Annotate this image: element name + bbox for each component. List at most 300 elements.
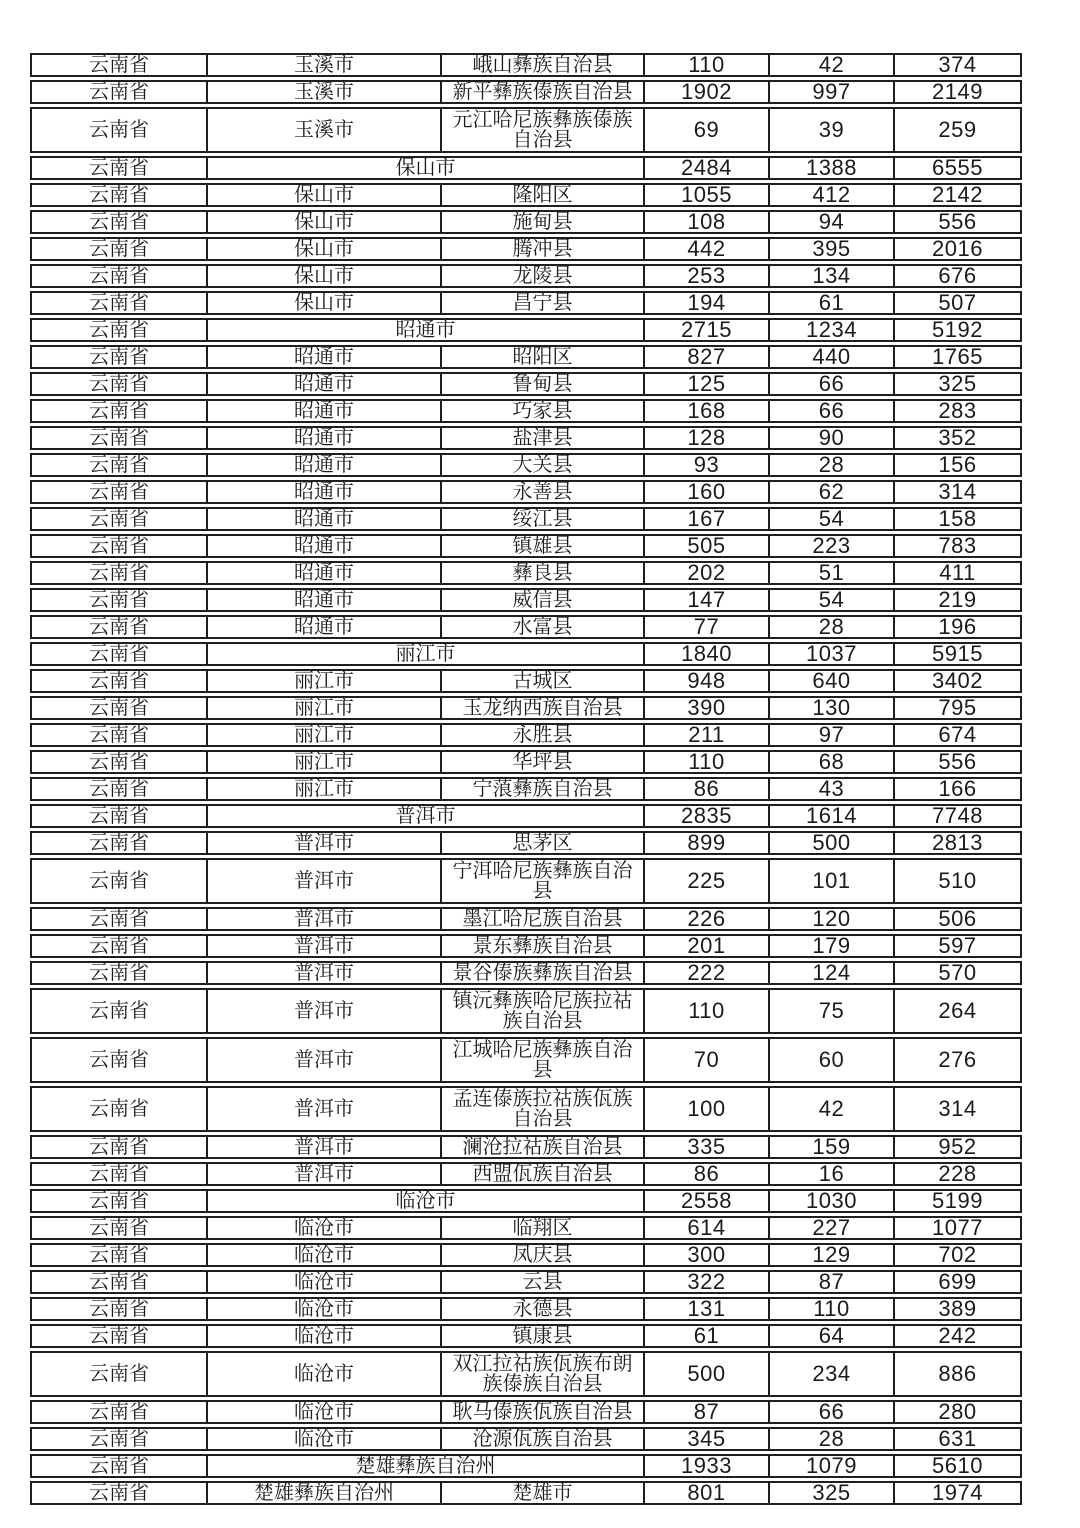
province-cell: 云南省 xyxy=(32,82,208,102)
value-cell: 640 xyxy=(770,671,895,691)
province-cell: 云南省 xyxy=(32,1353,208,1395)
value-cell: 134 xyxy=(770,266,895,286)
province-cell: 云南省 xyxy=(32,563,208,583)
city-cell: 临沧市 xyxy=(208,1326,442,1346)
value-cell: 314 xyxy=(938,482,977,502)
value-cell: 283 xyxy=(938,401,977,421)
table-row xyxy=(30,1135,1022,1159)
table-row xyxy=(30,1086,1022,1132)
value-cell: 131 xyxy=(645,1299,770,1319)
table-row xyxy=(30,453,1022,477)
value-cell: 110 xyxy=(645,990,770,1032)
county-cell: 昌宁县 xyxy=(442,293,645,313)
county-cell: 临翔区 xyxy=(442,1218,645,1238)
province-cell: 云南省 xyxy=(32,1245,208,1265)
city-cell: 普洱市 xyxy=(208,1088,442,1130)
value-cell: 124 xyxy=(770,963,895,983)
value-cell: 93 xyxy=(645,455,770,475)
city-cell: 丽江市 xyxy=(208,671,442,691)
value-cell: 7748 xyxy=(932,806,983,826)
table-row xyxy=(30,1481,1022,1505)
table-row xyxy=(30,507,1022,531)
value-cell: 556 xyxy=(938,212,977,232)
county-cell: 绥江县 xyxy=(442,509,645,529)
table-row xyxy=(30,750,1022,774)
value-cell: 570 xyxy=(938,963,977,983)
city-cell: 普洱市 xyxy=(208,1039,442,1081)
value-cell: 211 xyxy=(645,725,770,745)
value-cell: 196 xyxy=(938,617,977,637)
value-cell: 1055 xyxy=(645,185,770,205)
province-cell: 云南省 xyxy=(32,482,208,502)
table-row xyxy=(30,156,1022,180)
value-cell: 166 xyxy=(938,779,977,799)
value-cell: 1388 xyxy=(770,158,895,178)
value-cell: 325 xyxy=(770,1483,895,1503)
county-cell: 耿马傣族佤族自治县 xyxy=(442,1402,645,1422)
value-cell: 108 xyxy=(645,212,770,232)
table-row xyxy=(30,1427,1022,1451)
city-cell: 保山市 xyxy=(208,185,442,205)
city-cell: 昭通市 xyxy=(208,482,442,502)
value-cell: 2016 xyxy=(932,239,983,259)
value-cell: 300 xyxy=(645,1245,770,1265)
value-cell: 28 xyxy=(770,455,895,475)
province-cell: 云南省 xyxy=(32,455,208,475)
county-cell: 盐津县 xyxy=(442,428,645,448)
value-cell: 194 xyxy=(645,293,770,313)
province-cell: 云南省 xyxy=(32,1039,208,1081)
table-row xyxy=(30,642,1022,666)
city-cell: 昭通市 xyxy=(208,536,442,556)
province-cell: 云南省 xyxy=(32,671,208,691)
province-cell: 云南省 xyxy=(32,158,208,178)
value-cell: 506 xyxy=(938,909,977,929)
county-cell: 楚雄市 xyxy=(442,1483,645,1503)
table-row xyxy=(30,183,1022,207)
county-cell: 水富县 xyxy=(442,617,645,637)
value-cell: 5199 xyxy=(932,1191,983,1211)
table-row xyxy=(30,934,1022,958)
city-cell: 普洱市 xyxy=(208,963,442,983)
value-cell: 412 xyxy=(770,185,895,205)
value-cell: 442 xyxy=(645,239,770,259)
city-cell: 临沧市 xyxy=(208,1353,442,1395)
city-merged-cell: 楚雄彝族自治州 xyxy=(208,1456,645,1476)
county-cell: 西盟佤族自治县 xyxy=(442,1164,645,1184)
province-cell: 云南省 xyxy=(32,806,208,826)
county-cell: 宁蒗彝族自治县 xyxy=(442,779,645,799)
province-cell: 云南省 xyxy=(32,644,208,664)
value-cell: 69 xyxy=(645,109,770,151)
value-cell: 507 xyxy=(938,293,977,313)
county-cell: 江城哈尼族彝族自治县 xyxy=(442,1039,645,1081)
value-cell: 411 xyxy=(939,563,976,583)
table-row xyxy=(30,534,1022,558)
value-cell: 1765 xyxy=(932,347,983,367)
city-cell: 普洱市 xyxy=(208,833,442,853)
county-cell: 沧源佤族自治县 xyxy=(442,1429,645,1449)
province-cell: 云南省 xyxy=(32,55,208,75)
city-cell: 保山市 xyxy=(208,212,442,232)
province-cell: 云南省 xyxy=(32,1191,208,1211)
value-cell: 160 xyxy=(645,482,770,502)
province-cell: 云南省 xyxy=(32,212,208,232)
value-cell: 795 xyxy=(938,698,977,718)
table-row xyxy=(30,907,1022,931)
value-cell: 120 xyxy=(770,909,895,929)
value-cell: 325 xyxy=(938,374,977,394)
county-cell: 宁洱哈尼族彝族自治县 xyxy=(442,860,645,902)
table-row xyxy=(30,107,1022,153)
province-cell: 云南省 xyxy=(32,293,208,313)
table-row xyxy=(30,1189,1022,1213)
county-cell: 威信县 xyxy=(442,590,645,610)
city-cell: 临沧市 xyxy=(208,1245,442,1265)
value-cell: 226 xyxy=(645,909,770,929)
value-cell: 130 xyxy=(770,698,895,718)
table-row xyxy=(30,237,1022,261)
city-cell: 昭通市 xyxy=(208,509,442,529)
province-cell: 云南省 xyxy=(32,936,208,956)
county-cell: 双江拉祜族佤族布朗族傣族自治县 xyxy=(442,1353,645,1395)
value-cell: 110 xyxy=(645,55,770,75)
table-row xyxy=(30,723,1022,747)
table-row xyxy=(30,1454,1022,1478)
province-cell: 云南省 xyxy=(32,752,208,772)
value-cell: 222 xyxy=(645,963,770,983)
province-cell: 云南省 xyxy=(32,698,208,718)
province-cell: 云南省 xyxy=(32,347,208,367)
city-cell: 保山市 xyxy=(208,239,442,259)
city-cell: 普洱市 xyxy=(208,909,442,929)
value-cell: 1933 xyxy=(645,1456,770,1476)
value-cell: 66 xyxy=(770,401,895,421)
province-cell: 云南省 xyxy=(32,1483,208,1503)
value-cell: 631 xyxy=(938,1429,977,1449)
province-cell: 云南省 xyxy=(32,617,208,637)
city-cell: 临沧市 xyxy=(208,1299,442,1319)
value-cell: 614 xyxy=(645,1218,770,1238)
value-cell: 699 xyxy=(938,1272,977,1292)
city-cell: 昭通市 xyxy=(208,617,442,637)
value-cell: 219 xyxy=(938,590,977,610)
table-row xyxy=(30,291,1022,315)
province-cell: 云南省 xyxy=(32,1164,208,1184)
value-cell: 801 xyxy=(645,1483,770,1503)
province-cell: 云南省 xyxy=(32,590,208,610)
table-row xyxy=(30,53,1022,77)
province-cell: 云南省 xyxy=(32,990,208,1032)
county-cell: 云县 xyxy=(442,1272,645,1292)
value-cell: 87 xyxy=(770,1272,895,1292)
value-cell: 101 xyxy=(770,860,895,902)
table-row xyxy=(30,399,1022,423)
value-cell: 500 xyxy=(770,833,895,853)
value-cell: 43 xyxy=(770,779,895,799)
table-row xyxy=(30,1243,1022,1267)
value-cell: 110 xyxy=(645,752,770,772)
value-cell: 952 xyxy=(938,1137,977,1157)
city-cell: 昭通市 xyxy=(208,590,442,610)
value-cell: 77 xyxy=(645,617,770,637)
value-cell: 90 xyxy=(770,428,895,448)
province-cell: 云南省 xyxy=(32,1299,208,1319)
value-cell: 556 xyxy=(938,752,977,772)
value-cell: 1037 xyxy=(770,644,895,664)
value-cell: 201 xyxy=(645,936,770,956)
value-cell: 110 xyxy=(770,1299,895,1319)
value-cell: 167 xyxy=(645,509,770,529)
table-row xyxy=(30,804,1022,828)
value-cell: 259 xyxy=(938,117,977,142)
city-cell: 普洱市 xyxy=(208,1137,442,1157)
province-cell: 云南省 xyxy=(32,428,208,448)
value-cell: 1840 xyxy=(645,644,770,664)
county-cell: 景谷傣族彝族自治县 xyxy=(442,963,645,983)
table-row xyxy=(30,318,1022,342)
county-cell: 元江哈尼族彝族傣族自治县 xyxy=(442,109,645,151)
county-cell: 巧家县 xyxy=(442,401,645,421)
province-cell: 云南省 xyxy=(32,109,208,151)
value-cell: 225 xyxy=(645,860,770,902)
city-cell: 昭通市 xyxy=(208,455,442,475)
city-cell: 保山市 xyxy=(208,266,442,286)
value-cell: 374 xyxy=(938,55,977,75)
value-cell: 5610 xyxy=(932,1456,983,1476)
city-cell: 普洱市 xyxy=(208,860,442,902)
value-cell: 86 xyxy=(645,1164,770,1184)
value-cell: 3402 xyxy=(932,671,983,691)
value-cell: 242 xyxy=(938,1326,977,1346)
county-cell: 华坪县 xyxy=(442,752,645,772)
table-row xyxy=(30,426,1022,450)
value-cell: 179 xyxy=(770,936,895,956)
county-cell: 永善县 xyxy=(442,482,645,502)
province-cell: 云南省 xyxy=(32,401,208,421)
table-row xyxy=(30,480,1022,504)
county-cell: 施甸县 xyxy=(442,212,645,232)
table-row xyxy=(30,1297,1022,1321)
value-cell: 280 xyxy=(938,1402,977,1422)
table-row xyxy=(30,831,1022,855)
value-cell: 39 xyxy=(770,109,895,151)
province-cell: 云南省 xyxy=(32,779,208,799)
city-cell: 临沧市 xyxy=(208,1402,442,1422)
table-row xyxy=(30,561,1022,585)
city-cell: 昭通市 xyxy=(208,563,442,583)
city-cell: 玉溪市 xyxy=(208,82,442,102)
city-merged-cell: 保山市 xyxy=(208,158,645,178)
table-row xyxy=(30,345,1022,369)
province-cell: 云南省 xyxy=(32,860,208,902)
value-cell: 42 xyxy=(770,1088,895,1130)
province-cell: 云南省 xyxy=(32,266,208,286)
value-cell: 389 xyxy=(938,1299,977,1319)
value-cell: 62 xyxy=(770,482,895,502)
province-cell: 云南省 xyxy=(32,1218,208,1238)
table-row xyxy=(30,669,1022,693)
value-cell: 66 xyxy=(770,1402,895,1422)
statistics-table xyxy=(30,53,1022,1508)
province-cell: 云南省 xyxy=(32,963,208,983)
value-cell: 6555 xyxy=(932,158,983,178)
value-cell: 395 xyxy=(770,239,895,259)
county-cell: 隆阳区 xyxy=(442,185,645,205)
city-cell: 丽江市 xyxy=(208,779,442,799)
county-cell: 景东彝族自治县 xyxy=(442,936,645,956)
table-row xyxy=(30,1351,1022,1397)
county-cell: 龙陵县 xyxy=(442,266,645,286)
value-cell: 54 xyxy=(770,509,895,529)
value-cell: 1974 xyxy=(932,1483,983,1503)
value-cell: 227 xyxy=(770,1218,895,1238)
table-row xyxy=(30,1216,1022,1240)
value-cell: 234 xyxy=(770,1353,895,1395)
value-cell: 61 xyxy=(770,293,895,313)
table-row xyxy=(30,1270,1022,1294)
province-cell: 云南省 xyxy=(32,374,208,394)
value-cell: 276 xyxy=(938,1047,977,1072)
value-cell: 5192 xyxy=(932,320,983,340)
value-cell: 1614 xyxy=(770,806,895,826)
value-cell: 2142 xyxy=(932,185,983,205)
value-cell: 86 xyxy=(645,779,770,799)
value-cell: 440 xyxy=(770,347,895,367)
value-cell: 2813 xyxy=(932,833,983,853)
value-cell: 264 xyxy=(938,998,977,1023)
value-cell: 228 xyxy=(938,1164,977,1184)
value-cell: 202 xyxy=(645,563,770,583)
table-row xyxy=(30,1324,1022,1348)
value-cell: 2484 xyxy=(645,158,770,178)
value-cell: 5915 xyxy=(932,644,983,664)
value-cell: 702 xyxy=(938,1245,977,1265)
value-cell: 87 xyxy=(645,1402,770,1422)
value-cell: 223 xyxy=(770,536,895,556)
value-cell: 100 xyxy=(645,1088,770,1130)
table-row xyxy=(30,777,1022,801)
value-cell: 676 xyxy=(938,266,977,286)
county-cell: 永德县 xyxy=(442,1299,645,1319)
value-cell: 500 xyxy=(645,1353,770,1395)
city-merged-cell: 普洱市 xyxy=(208,806,645,826)
value-cell: 505 xyxy=(645,536,770,556)
value-cell: 886 xyxy=(938,1361,977,1386)
value-cell: 352 xyxy=(938,428,977,448)
value-cell: 345 xyxy=(645,1429,770,1449)
county-cell: 思茅区 xyxy=(442,833,645,853)
city-merged-cell: 昭通市 xyxy=(208,320,645,340)
value-cell: 64 xyxy=(770,1326,895,1346)
value-cell: 16 xyxy=(770,1164,895,1184)
value-cell: 2715 xyxy=(645,320,770,340)
province-cell: 云南省 xyxy=(32,536,208,556)
province-cell: 云南省 xyxy=(32,185,208,205)
value-cell: 68 xyxy=(770,752,895,772)
value-cell: 314 xyxy=(938,1096,977,1121)
city-cell: 临沧市 xyxy=(208,1429,442,1449)
province-cell: 云南省 xyxy=(32,1088,208,1130)
table-row xyxy=(30,80,1022,104)
county-cell: 鲁甸县 xyxy=(442,374,645,394)
county-cell: 古城区 xyxy=(442,671,645,691)
county-cell: 峨山彝族自治县 xyxy=(442,55,645,75)
province-cell: 云南省 xyxy=(32,1402,208,1422)
province-cell: 云南省 xyxy=(32,1456,208,1476)
value-cell: 97 xyxy=(770,725,895,745)
value-cell: 60 xyxy=(770,1039,895,1081)
city-cell: 昭通市 xyxy=(208,428,442,448)
value-cell: 159 xyxy=(770,1137,895,1157)
province-cell: 云南省 xyxy=(32,1137,208,1157)
city-cell: 保山市 xyxy=(208,293,442,313)
province-cell: 云南省 xyxy=(32,509,208,529)
value-cell: 1234 xyxy=(770,320,895,340)
value-cell: 75 xyxy=(770,990,895,1032)
value-cell: 322 xyxy=(645,1272,770,1292)
city-merged-cell: 丽江市 xyxy=(208,644,645,664)
value-cell: 70 xyxy=(645,1039,770,1081)
value-cell: 1030 xyxy=(770,1191,895,1211)
province-cell: 云南省 xyxy=(32,833,208,853)
table-row xyxy=(30,696,1022,720)
value-cell: 129 xyxy=(770,1245,895,1265)
value-cell: 66 xyxy=(770,374,895,394)
city-cell: 临沧市 xyxy=(208,1272,442,1292)
province-cell: 云南省 xyxy=(32,1326,208,1346)
table-row xyxy=(30,961,1022,985)
value-cell: 1077 xyxy=(932,1218,983,1238)
table-row xyxy=(30,264,1022,288)
county-cell: 澜沧拉祜族自治县 xyxy=(442,1137,645,1157)
county-cell: 孟连傣族拉祜族佤族自治县 xyxy=(442,1088,645,1130)
city-cell: 昭通市 xyxy=(208,401,442,421)
value-cell: 128 xyxy=(645,428,770,448)
value-cell: 335 xyxy=(645,1137,770,1157)
county-cell: 墨江哈尼族自治县 xyxy=(442,909,645,929)
table-row xyxy=(30,988,1022,1034)
value-cell: 147 xyxy=(645,590,770,610)
county-cell: 大关县 xyxy=(442,455,645,475)
value-cell: 28 xyxy=(770,1429,895,1449)
table-row xyxy=(30,858,1022,904)
value-cell: 28 xyxy=(770,617,895,637)
city-cell: 普洱市 xyxy=(208,936,442,956)
county-cell: 腾冲县 xyxy=(442,239,645,259)
province-cell: 云南省 xyxy=(32,320,208,340)
province-cell: 云南省 xyxy=(32,1429,208,1449)
province-cell: 云南省 xyxy=(32,1272,208,1292)
county-cell: 镇康县 xyxy=(442,1326,645,1346)
value-cell: 948 xyxy=(645,671,770,691)
province-cell: 云南省 xyxy=(32,909,208,929)
value-cell: 2558 xyxy=(645,1191,770,1211)
value-cell: 253 xyxy=(645,266,770,286)
city-cell: 临沧市 xyxy=(208,1218,442,1238)
value-cell: 61 xyxy=(645,1326,770,1346)
province-cell: 云南省 xyxy=(32,239,208,259)
city-cell: 玉溪市 xyxy=(208,109,442,151)
table-row xyxy=(30,372,1022,396)
value-cell: 168 xyxy=(645,401,770,421)
value-cell: 674 xyxy=(938,725,977,745)
value-cell: 390 xyxy=(645,698,770,718)
table-row xyxy=(30,1400,1022,1424)
value-cell: 597 xyxy=(938,936,977,956)
city-cell: 丽江市 xyxy=(208,725,442,745)
county-cell: 永胜县 xyxy=(442,725,645,745)
